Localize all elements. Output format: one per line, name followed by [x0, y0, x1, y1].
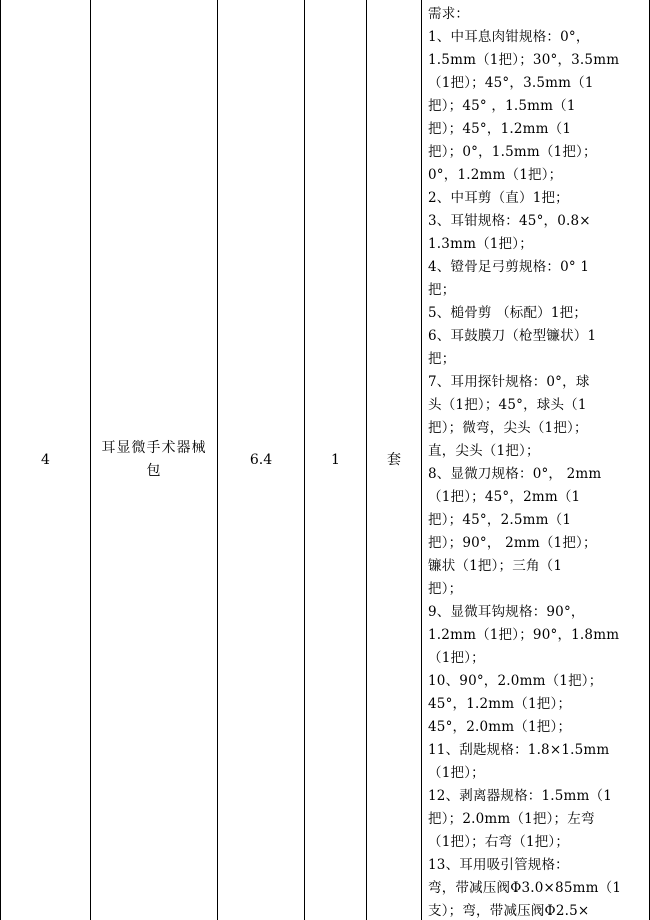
spec-line: 把）；45°，2.5mm（1	[428, 512, 572, 528]
item-name-cell	[91, 0, 217, 920]
unit-cell	[367, 0, 421, 920]
spec-line: 把）；微弯，尖头（1把）；	[428, 420, 588, 436]
spec-line: （1把）；右弯（1把）；	[428, 834, 570, 850]
spec-line: （1把）；45°，2mm（1	[428, 489, 581, 505]
spec-line: 把）；0°，1.5mm（1把）；	[428, 144, 597, 160]
spec-line: 0°，1.2mm（1把）；	[428, 167, 563, 183]
row-index: 4	[41, 451, 50, 468]
spec-line: 需求：	[428, 6, 470, 22]
spec-line: 1、中耳息肉钳规格：0°，	[428, 29, 590, 45]
spec-line: 8、显微刀规格：0°， 2mm	[428, 466, 602, 482]
spec-line: 5、槌骨剪 （标配）1把；	[428, 305, 588, 321]
spec-line: 镰状（1把）；三角（1	[428, 558, 563, 574]
spec-line: 1.3mm（1把）；	[428, 236, 533, 252]
spec-line: （1把）；	[428, 765, 485, 781]
spec-line: 9、显微耳钩规格：90°，	[428, 604, 585, 620]
spec-line: 7、耳用探针规格：0°，球	[428, 374, 590, 390]
spec-line: 弯，带减压阀Φ3.0×85mm（1	[428, 880, 622, 896]
spec-line: 把）；45° ，1.5mm（1	[428, 98, 576, 114]
item-price: 6.4	[249, 451, 273, 468]
spec-line: 10、90°，2.0mm（1把）；	[428, 673, 603, 689]
quantity-cell	[305, 0, 366, 920]
column-border	[421, 0, 422, 920]
item-unit: 套	[387, 451, 401, 468]
spec-line: 把）；2.0mm（1把）；左弯	[428, 811, 595, 827]
spec-line: 把）；45°，1.2mm（1	[428, 121, 572, 137]
spec-line: 12、剥离器规格：1.5mm（1	[428, 788, 613, 804]
spec-line: 头（1把）；45°，球头（1	[428, 397, 587, 413]
spec-line: （1把）；	[428, 650, 485, 666]
spec-line: 3、耳钳规格：45°，0.8×	[428, 213, 591, 229]
row-index-cell	[1, 0, 90, 920]
spec-line: 直，尖头（1把）；	[428, 443, 540, 459]
spec-line: 4、镫骨足弓剪规格：0° 1	[428, 259, 590, 275]
item-quantity: 1	[331, 451, 340, 468]
specification-cell	[428, 3, 643, 920]
spec-line: 45°，2.0mm（1把）；	[428, 719, 572, 735]
spec-line: 11、刮匙规格：1.8×1.5mm	[428, 742, 610, 758]
spec-line: 1.2mm（1把）；90°，1.8mm	[428, 627, 620, 643]
spec-line: 45°，1.2mm（1把）；	[428, 696, 572, 712]
spec-line: 把；	[428, 351, 456, 367]
spec-line: 13、耳用吸引管规格：	[428, 857, 569, 873]
spec-line: 2、中耳剪（直）1把；	[428, 190, 569, 206]
spec-line: 1.5mm（1把）；30°，3.5mm	[428, 52, 620, 68]
item-name: 耳显微手术器械包	[101, 440, 207, 479]
spec-line: 把）；	[428, 581, 463, 597]
spec-line: （1把）；45°，3.5mm（1	[428, 75, 594, 91]
price-cell	[218, 0, 304, 920]
spec-line: 把）；90°， 2mm（1把）；	[428, 535, 597, 551]
spec-line: 6、耳鼓膜刀（枪型镰状）1	[428, 328, 597, 344]
spec-line: 支）；弯，带减压阀Φ2.5×	[428, 903, 590, 919]
spec-line: 把；	[428, 282, 456, 298]
